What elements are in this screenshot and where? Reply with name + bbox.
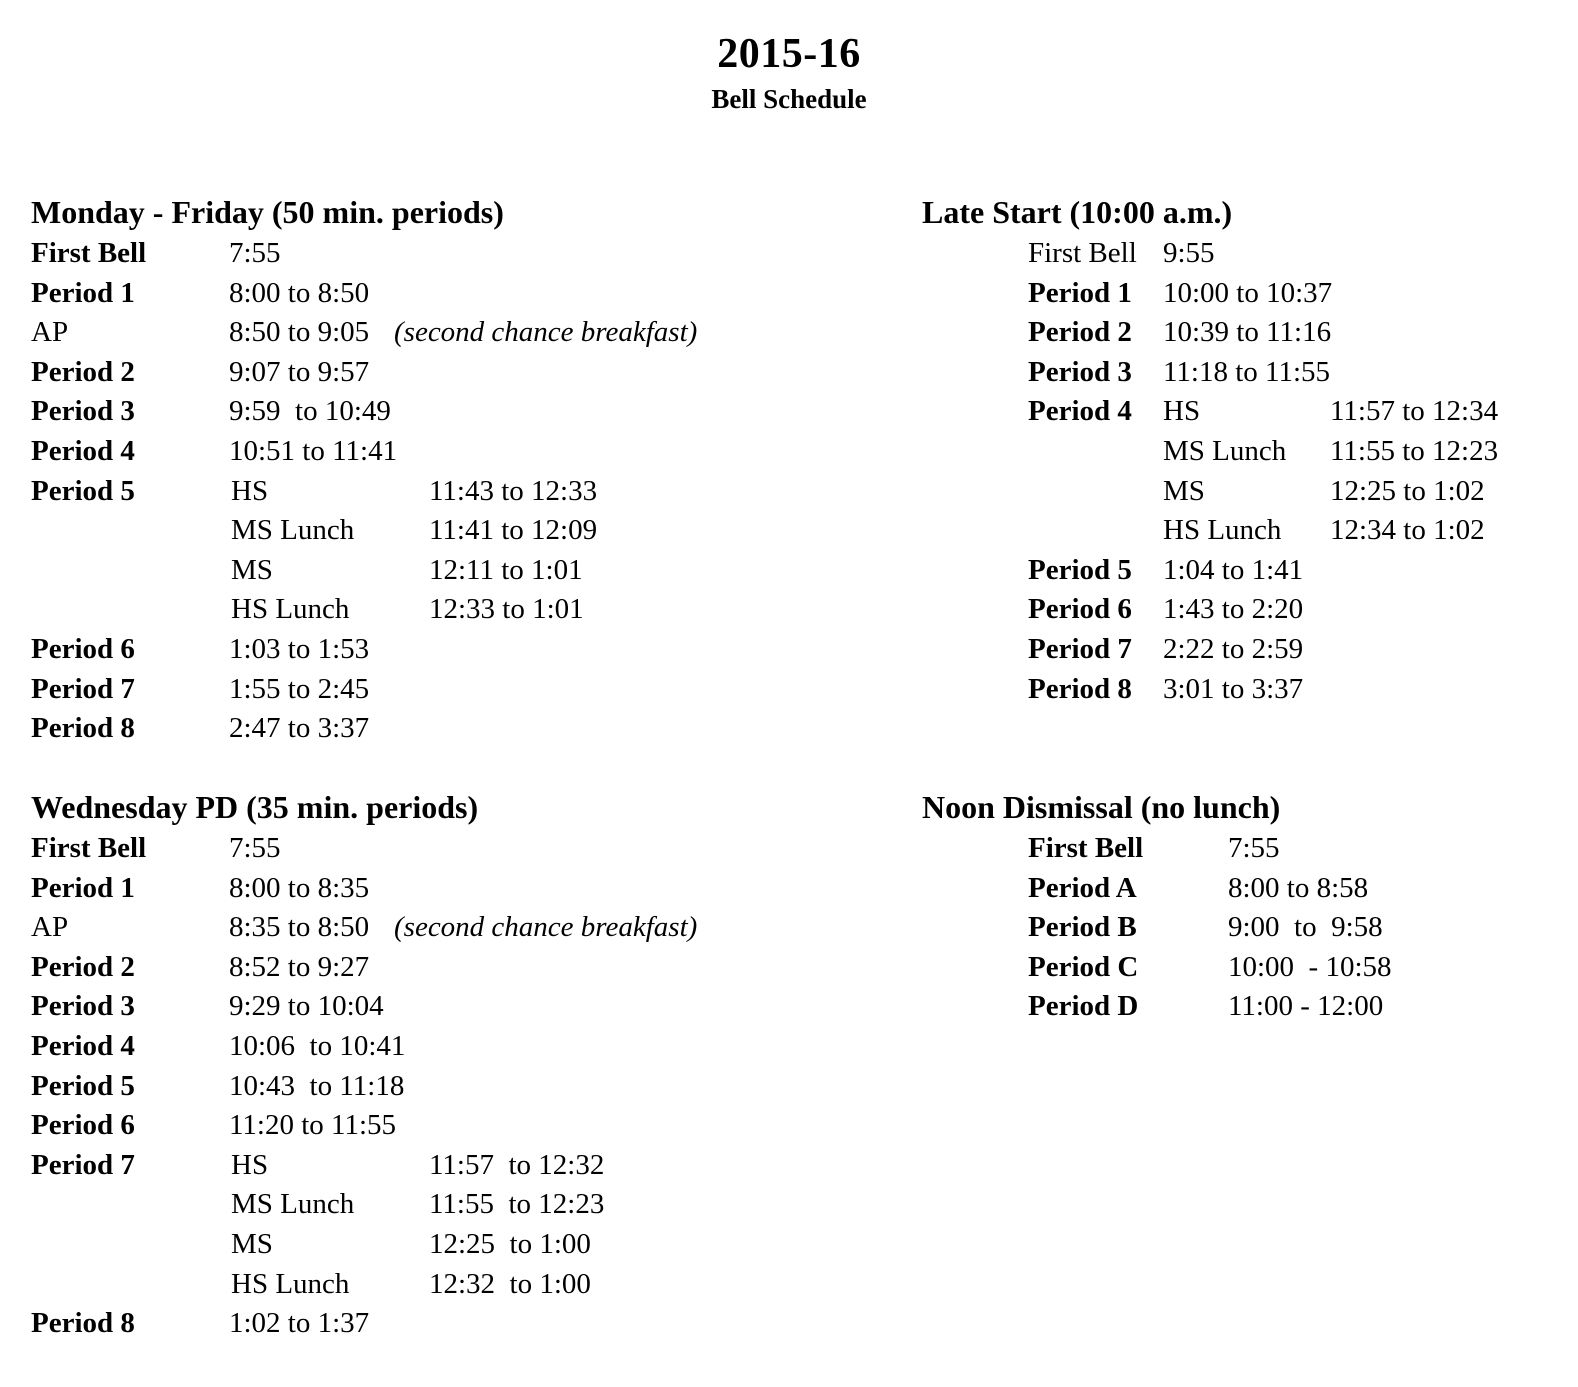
period-group-label: HS [231,1148,269,1181]
schedule-row [922,472,1485,512]
schedule-row [922,590,1304,630]
period-time: 9:29 to 10:04 [229,990,384,1023]
schedule-row [922,353,1331,393]
period-label: Period 3 [31,990,135,1023]
period-label: Period 6 [31,1109,135,1142]
period-group-label: HS Lunch [1163,514,1282,547]
period-label: Period 1 [31,276,135,309]
period-label: Period 4 [1028,395,1132,428]
period-time: 3:01 to 3:37 [1163,672,1304,705]
schedule-row [922,274,1333,314]
schedule-row [31,511,598,551]
period-time: 2:22 to 2:59 [1163,632,1304,665]
schedule-row [922,829,1280,869]
period-label: Period 5 [1028,553,1132,586]
period-label: AP [31,316,69,349]
period-label: First Bell [31,832,147,864]
period-group-time: 11:55 to 12:23 [1330,434,1499,467]
schedule-row [922,511,1485,551]
period-group-time: 12:32 to 1:00 [429,1267,591,1300]
period-label: Period 1 [1028,276,1132,309]
period-note: (second chance breakfast) [394,316,698,349]
period-group-time: 12:25 to 1:02 [1330,474,1485,507]
schedule-row [31,1265,591,1305]
period-time: 8:52 to 9:27 [229,950,370,983]
schedule-row [31,1225,591,1265]
schedule-row [31,590,584,630]
schedule-row [31,551,583,591]
period-label: Period 4 [31,434,135,467]
period-label: Period 1 [31,871,135,904]
period-group-label: MS [1163,474,1205,507]
period-time: 11:18 to 11:55 [1163,355,1331,388]
period-label: Period B [1028,911,1137,944]
schedule-row [31,274,504,314]
schedule-rows-noon-dismissal [922,829,1392,1027]
period-group-time: 12:11 to 1:01 [429,553,583,586]
page-subtitle: Bell Schedule [711,84,867,114]
period-label: First Bell [31,237,147,269]
period-time: 9:07 to 9:57 [229,355,370,388]
period-group-label: HS [1163,395,1201,428]
period-time: 10:06 to 10:41 [229,1029,406,1062]
period-label: Period D [1028,990,1139,1023]
period-label: Period 8 [31,712,135,745]
period-time: 2:47 to 3:37 [229,712,370,745]
schedule-row [922,670,1304,710]
period-group-label: MS [231,1227,273,1260]
schedule-row [31,353,504,393]
schedule-row [31,234,504,274]
period-time: 8:35 to 8:50 [229,911,370,944]
schedule-row [922,630,1304,670]
schedule-row [922,987,1384,1027]
period-time: 9:59 to 10:49 [229,395,391,428]
schedule-row [31,1185,605,1225]
section-heading-monday-friday: Monday - Friday (50 min. periods) [31,194,504,230]
period-group-time: 11:41 to 12:09 [429,514,598,547]
period-label: Period A [1028,871,1137,904]
period-label: Period 6 [1028,593,1132,626]
page-title: 2015-16 [717,31,861,77]
period-label: Period 8 [31,1307,135,1340]
schedule-row [31,472,598,512]
period-label: Period 5 [31,1069,135,1102]
period-time: 1:43 to 2:20 [1163,593,1304,626]
schedule-row [31,1304,478,1344]
period-time: 8:00 to 8:35 [229,871,370,904]
schedule-row [922,313,1332,353]
schedule-row [31,1146,605,1186]
period-label: AP [31,911,69,944]
period-time: 1:04 to 1:41 [1163,553,1304,586]
schedule-rows-late-start [922,234,1499,709]
document-header [0,30,1578,116]
schedule-row [31,829,478,869]
period-time: 7:55 [1228,832,1280,864]
schedule-row [31,1067,478,1107]
period-label: Period 5 [31,474,135,507]
schedule-section-noon-dismissal [922,787,1392,1027]
period-time: 10:00 - 10:58 [1228,950,1392,983]
schedule-row [31,630,504,670]
period-group-label: MS [231,553,273,586]
period-group-time: 11:57 to 12:34 [1330,395,1499,428]
period-label: First Bell [1028,832,1144,864]
schedule-row [922,948,1392,988]
period-label: Period 7 [31,672,135,705]
period-group-time: 11:43 to 12:33 [429,474,598,507]
period-group-time: 11:57 to 12:32 [429,1148,605,1181]
period-time: 10:00 to 10:37 [1163,276,1333,309]
period-label: Period 2 [31,950,135,983]
period-time: 8:00 to 8:50 [229,276,370,309]
schedule-row [31,313,698,353]
schedule-rows-monday-friday [31,234,698,749]
period-time: 11:00 - 12:00 [1228,990,1384,1023]
schedule-row [922,432,1499,472]
schedule-section-wednesday-pd [31,787,698,1344]
period-time: 1:03 to 1:53 [229,632,370,665]
period-group-time: 12:25 to 1:00 [429,1227,591,1260]
period-time: 7:55 [229,237,281,269]
period-label: Period 3 [1028,355,1132,388]
schedule-row [31,670,504,710]
period-time: 8:00 to 8:58 [1228,871,1369,904]
schedule-row [922,392,1499,432]
section-heading-noon-dismissal: Noon Dismissal (no lunch) [922,789,1281,825]
schedule-rows-wednesday-pd [31,829,698,1344]
period-group-label: HS [231,474,269,507]
period-time: 1:02 to 1:37 [229,1307,370,1340]
period-group-label: MS Lunch [231,1188,355,1221]
schedule-row [922,869,1369,909]
section-heading-late-start: Late Start (10:00 a.m.) [922,194,1233,230]
period-label: Period 3 [31,395,135,428]
period-time: 11:20 to 11:55 [229,1109,397,1142]
schedule-row [31,709,504,749]
schedule-row [31,1106,478,1146]
schedule-row [31,908,698,948]
period-time: 10:51 to 11:41 [229,434,398,467]
period-label: Period 4 [31,1029,135,1062]
period-group-label: MS Lunch [231,514,355,547]
period-label: Period 8 [1028,672,1132,705]
schedule-section-late-start [922,192,1499,709]
period-label: First Bell [1028,237,1137,269]
period-time: 9:00 to 9:58 [1228,911,1383,944]
period-time: 1:55 to 2:45 [229,672,370,705]
period-note: (second chance breakfast) [394,911,698,944]
period-time: 10:39 to 11:16 [1163,316,1332,349]
period-label: Period 2 [31,355,135,388]
period-time: 7:55 [229,832,281,864]
section-heading-wednesday-pd: Wednesday PD (35 min. periods) [31,789,479,825]
schedule-row [31,432,504,472]
period-time: 9:55 [1163,237,1215,269]
period-group-time: 12:34 to 1:02 [1330,514,1485,547]
schedule-row [31,869,478,909]
period-group-label: HS Lunch [231,593,350,626]
period-label: Period C [1028,950,1139,983]
schedule-section-monday-friday [31,192,698,749]
schedule-row [922,551,1304,591]
period-group-time: 12:33 to 1:01 [429,593,584,626]
schedule-row [922,234,1232,274]
period-label: Period 7 [31,1148,135,1181]
period-label: Period 7 [1028,632,1132,665]
period-time: 8:50 to 9:05 [229,316,370,349]
period-group-label: HS Lunch [231,1267,350,1300]
schedule-row [31,1027,478,1067]
schedule-row [31,987,478,1027]
period-group-label: MS Lunch [1163,434,1287,467]
schedule-row [31,948,478,988]
schedule-row [922,908,1383,948]
period-group-time: 11:55 to 12:23 [429,1188,605,1221]
period-label: Period 6 [31,632,135,665]
period-label: Period 2 [1028,316,1132,349]
period-time: 10:43 to 11:18 [229,1069,405,1102]
schedule-row [31,392,504,432]
